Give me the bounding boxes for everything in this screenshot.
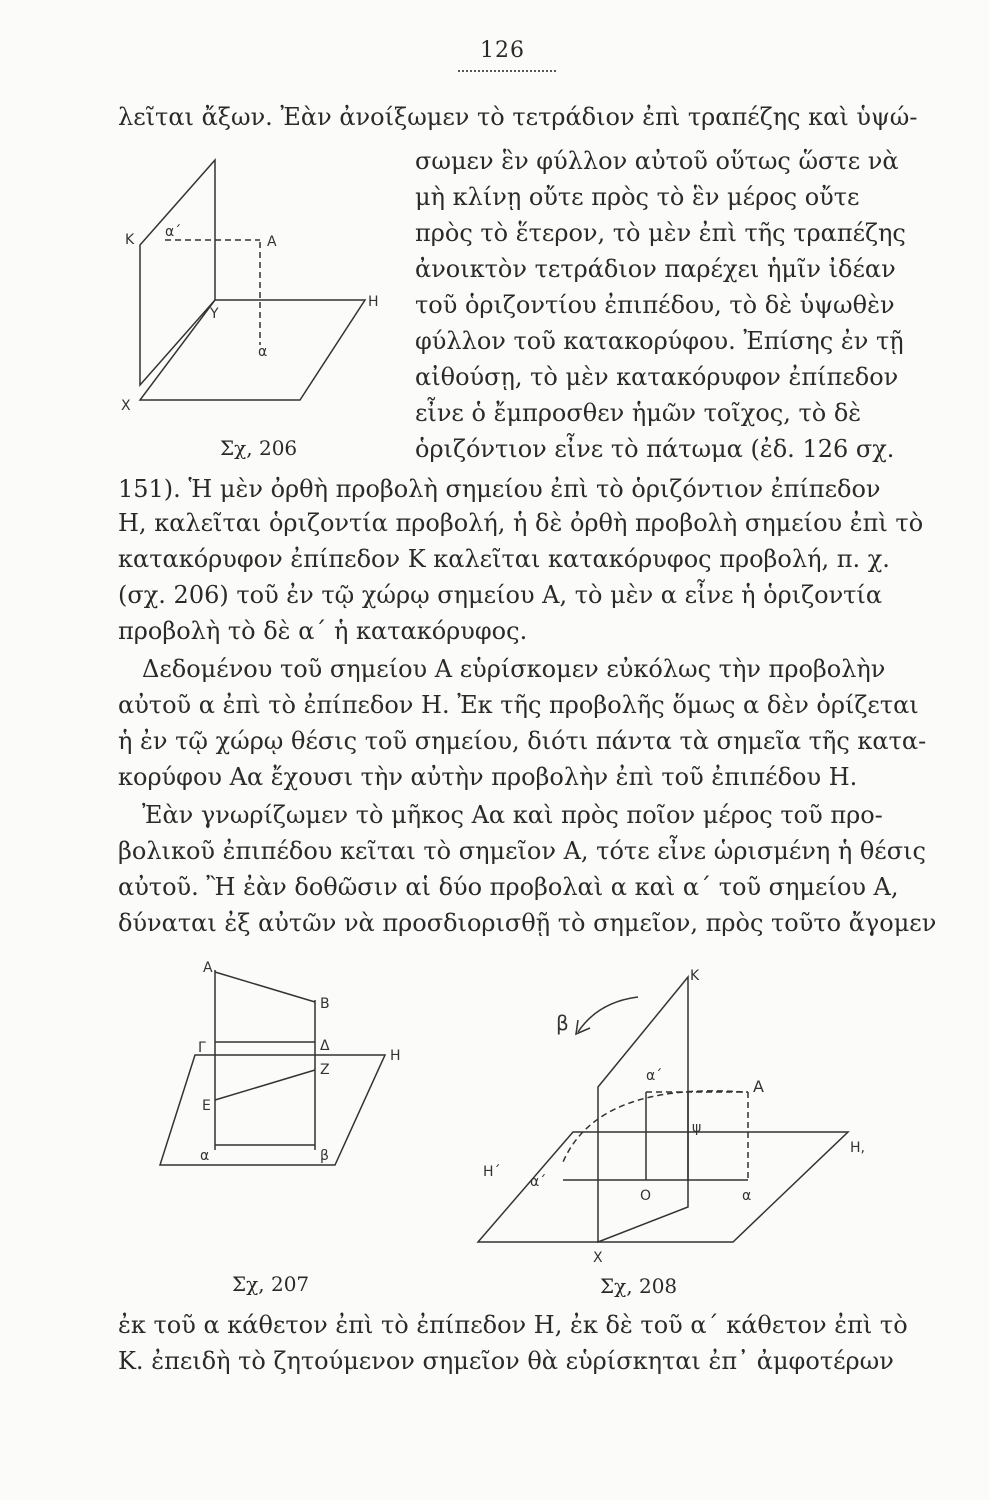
text-line: ἐκ τοῦ α κάθετον ἐπὶ τὸ ἐπίπεδον Η, ἐκ δὲ τοῦ α΄ κάθετον ἐπὶ τὸ xyxy=(118,1311,908,1339)
horizontal-plane xyxy=(140,300,365,400)
text-line: αἰθούσῃ, τὸ μὲν κατακόρυφον ἐπίπεδον xyxy=(415,363,899,391)
text-line: βολικοῦ ἐπιπέδου κεῖται τὸ σημεῖον Α, τότε εἶνε ὡρισμένη ἡ θέσις xyxy=(118,837,926,865)
text-line: κατακόρυφον ἐπίπεδον Κ καλεῖται κατακόρυφος προβολή, π. χ. xyxy=(118,545,890,573)
label-beta: β xyxy=(556,1011,569,1035)
text-line: ἀνοικτὸν τετράδιον παρέχει ἡμῖν ἰδέαν xyxy=(415,255,896,283)
label-a-prime: α΄ xyxy=(165,224,182,240)
text-line: φύλλον τοῦ κατακορύφου. Ἐπίσης ἐν τῇ xyxy=(415,327,904,355)
text-line: ὁριζόντιον εἶνε τὸ πάτωμα (ἐδ. 126 σχ. xyxy=(415,435,895,463)
text-line: σωμεν ἓν φύλλον αὐτοῦ οὕτως ὥστε νὰ xyxy=(415,147,899,175)
label-A: Α xyxy=(267,234,277,250)
rotation-arc xyxy=(563,1091,743,1162)
text-line: τοῦ ὁριζοντίου ἐπιπέδου, τὸ δὲ ὑψωθὲν xyxy=(415,291,895,319)
text-line: Κ. ἐπειδὴ τὸ ζητούμενον σημεῖον θὰ εὑρίσκηται ἐπ᾽ ἀμφοτέρων xyxy=(118,1347,894,1375)
text-line: δύναται ἐξ αὐτῶν νὰ προσδιορισθῇ τὸ σημεῖον, πρὸς τοῦτο ἄγομεν xyxy=(118,909,937,937)
label-H: Η xyxy=(368,294,379,310)
text-line: (σχ. 206) τοῦ ἐν τῷ χώρῳ σημείου Α, τὸ μὲν α εἶνε ἡ ὁριζοντία xyxy=(118,581,883,609)
label-psi: ψ xyxy=(692,1120,702,1136)
label-B: Β xyxy=(320,996,330,1012)
rotation-arrow xyxy=(578,997,638,1032)
figure-208 xyxy=(478,962,878,1266)
figure-206-caption: Σχ, 206 xyxy=(220,436,298,460)
figure-206 xyxy=(115,150,405,450)
vertical-plane xyxy=(140,160,215,385)
label-Y: Υ xyxy=(210,306,219,322)
text-line: Ἐὰν γνωρίζωμεν τὸ μῆκος Αα καὶ πρὸς ποῖον μέρος τοῦ προ- xyxy=(142,801,883,829)
label-K: Κ xyxy=(690,968,700,984)
label-a: α xyxy=(258,344,268,360)
figure-207-caption: Σχ, 207 xyxy=(232,1272,310,1296)
segment-EZ xyxy=(215,1070,315,1100)
label-H-prime: Η΄ xyxy=(483,1164,501,1180)
label-a: α xyxy=(742,1188,752,1204)
label-a-prime-left: α΄ xyxy=(530,1174,547,1190)
label-D: Δ xyxy=(320,1038,330,1054)
page-number: 126 xyxy=(480,38,525,63)
label-a: α xyxy=(200,1148,210,1164)
label-X: Χ xyxy=(121,398,131,414)
text-line: πρὸς τὸ ἕτερον, τὸ μὲν ἐπὶ τῆς τραπέζης xyxy=(415,219,906,247)
text-line: λεῖται ἄξων. Ἐὰν ἀνοίξωμεν τὸ τετράδιον ἐπὶ τραπέζης καὶ ὑψώ- xyxy=(118,103,918,131)
text-line: κορύφου Αα ἔχουσι τὴν αὐτὴν προβολὴν ἐπὶ τοῦ ἐπιπέδου Η. xyxy=(118,763,858,791)
label-X: Χ xyxy=(593,1250,603,1266)
figure-208-caption: Σχ, 208 xyxy=(600,1274,678,1298)
figure-207 xyxy=(140,960,400,1230)
label-A: Α xyxy=(753,1077,764,1096)
text-line: προβολὴ τὸ δὲ α΄ ἡ κατακόρυφος. xyxy=(118,617,528,645)
label-K: Κ xyxy=(125,232,135,248)
label-H: Η xyxy=(390,1048,401,1064)
text-line: 151). Ἡ μὲν ὀρθὴ προβολὴ σημείου ἐπὶ τὸ ὁριζόντιον ἐπίπεδον xyxy=(118,475,881,503)
text-line: αὐτοῦ α ἐπὶ τὸ ἐπίπεδον Η. Ἐκ τῆς προβολῆς ὅμως α δὲν ὁρίζεται xyxy=(118,691,919,719)
horizontal-plane xyxy=(160,1055,385,1165)
label-a-prime-top: α΄ xyxy=(646,1068,663,1084)
label-b: β xyxy=(320,1148,329,1164)
label-Z: Ζ xyxy=(320,1062,330,1078)
text-line: Δεδομένου τοῦ σημείου Α εὑρίσκομεν εὐκόλως τὴν προβολὴν xyxy=(142,655,886,683)
text-line: Η, καλεῖται ὁριζοντία προβολή, ἡ δὲ ὀρθὴ προβολὴ σημείου ἐπὶ τὸ xyxy=(118,509,924,537)
label-A: Α xyxy=(203,960,213,976)
text-line: μὴ κλίνῃ οὔτε πρὸς τὸ ἓν μέρος οὔτε xyxy=(415,183,860,211)
text-line: εἶνε ὁ ἔμπροσθεν ἡμῶν τοῖχος, τὸ δὲ xyxy=(415,399,862,427)
label-O: Ο xyxy=(640,1188,652,1204)
segment-AB xyxy=(215,972,315,1002)
text-line: αὐτοῦ. Ἢ ἐὰν δοθῶσιν αἱ δύο προβολαὶ α καὶ α΄ τοῦ σημείου Α, xyxy=(118,873,899,901)
text-line: ἡ ἐν τῷ χώρῳ θέσις τοῦ σημείου, διότι πάντα τὰ σημεῖα τῆς κατα- xyxy=(118,727,927,755)
page-number-rule xyxy=(458,70,556,72)
label-H1: Η, xyxy=(850,1140,865,1156)
label-E: Ε xyxy=(202,1098,211,1114)
label-G: Γ xyxy=(198,1040,206,1056)
